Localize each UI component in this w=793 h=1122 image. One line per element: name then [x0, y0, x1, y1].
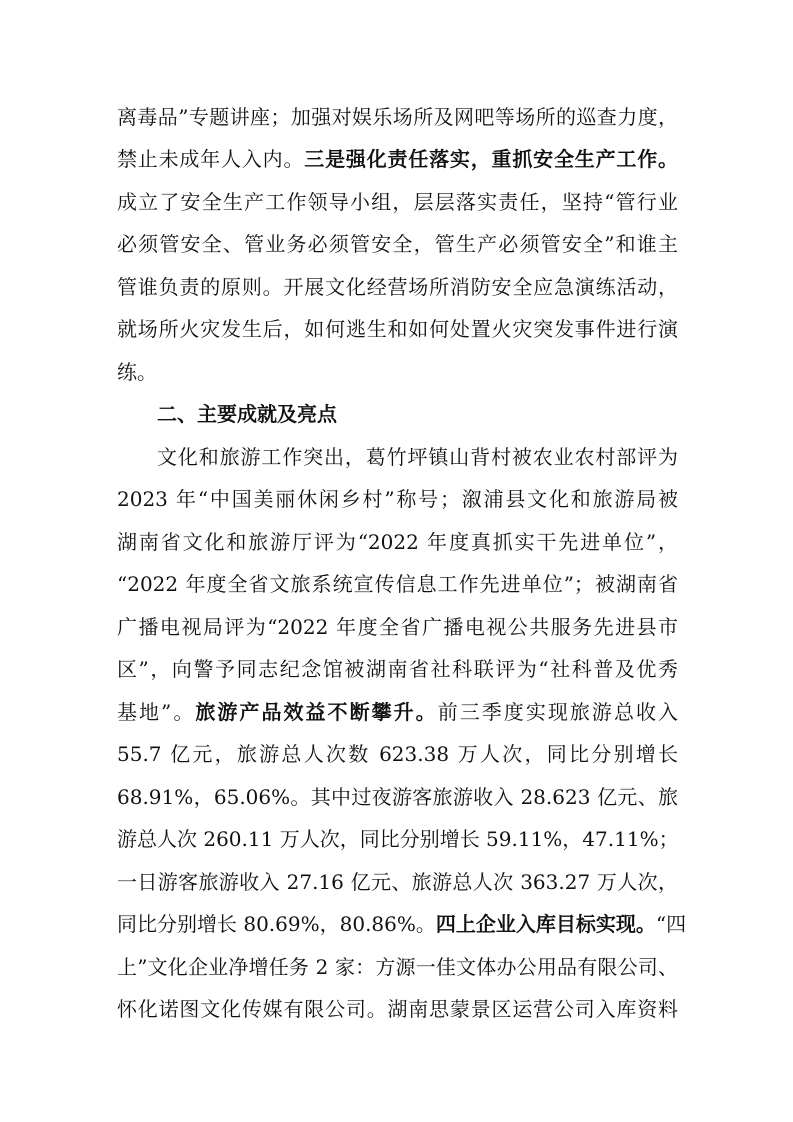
text-line: 文化和旅游工作突出，葛竹坪镇山背村被农业农村部评为 — [157, 445, 678, 469]
text-line — [117, 904, 687, 944]
text-run: 基地”。 — [117, 700, 196, 724]
text-line — [117, 692, 678, 732]
text-line: 68.91%，65.06%。其中过夜游客旅游收入 28.623 亿元、旅 — [117, 785, 678, 809]
text-line: 55.7 亿元，旅游总人次数 623.38 万人次，同比分别增长 — [117, 742, 678, 766]
text-run: 禁止未成年人入内。 — [117, 147, 305, 171]
text-line: 离毒品”专题讲座；加强对娱乐场所及网吧等场所的巡查力度， — [117, 105, 678, 129]
text-line: 成立了安全生产工作领导小组，层层落实责任，坚持“管行业 — [117, 190, 678, 214]
text-line: 区”，向警予同志纪念馆被湖南省社科联评为“社科普及优秀 — [117, 657, 678, 681]
text-line: 广播电视局评为“2022 年度全省广播电视公共服务先进县市 — [117, 615, 678, 639]
text-run: “四 — [655, 912, 687, 936]
bold-lead-sentence: 旅游产品效益不断攀升。 — [195, 700, 438, 724]
bold-lead-sentence: 四上企业入库目标实现。 — [435, 912, 656, 936]
text-line: 游总人次 260.11 万人次，同比分别增长 59.11%，47.11%； — [117, 827, 679, 851]
bold-lead-sentence: 三是强化责任落实，重抓安全生产工作。 — [304, 147, 679, 171]
text-line — [117, 139, 678, 179]
text-line: 湖南省文化和旅游厅评为“2022 年度真抓实干先进单位”， — [117, 530, 678, 554]
text-line: 怀化诺图文化传媒有限公司。湖南思蒙景区运营公司入库资料 — [117, 997, 678, 1021]
section-heading: 二、主要成就及亮点 — [157, 402, 337, 426]
text-line: 管谁负责的原则。开展文化经营场所消防安全应急演练活动， — [117, 275, 678, 299]
text-line: “2022 年度全省文旅系统宣传信息工作先进单位”；被湖南省 — [117, 572, 678, 596]
text-run: 同比分别增长 80.69%，80.86%。 — [117, 912, 436, 936]
text-line: 上”文化企业净增任务 2 家：方源一佳文体办公用品有限公司、 — [117, 955, 678, 979]
text-line: 2023 年“中国美丽休闲乡村”称号；溆浦县文化和旅游局被 — [117, 487, 678, 511]
text-run: 前三季度实现旅游总收入 — [437, 700, 679, 724]
text-line: 练。 — [117, 360, 157, 384]
text-line: 就场所火灾发生后，如何逃生和如何处置火灾突发事件进行演 — [117, 317, 678, 341]
text-line: 一日游客旅游收入 27.16 亿元、旅游总人次 363.27 万人次， — [117, 870, 678, 894]
text-line: 必须管安全、管业务必须管安全，管生产必须管安全”和谁主 — [117, 232, 678, 256]
